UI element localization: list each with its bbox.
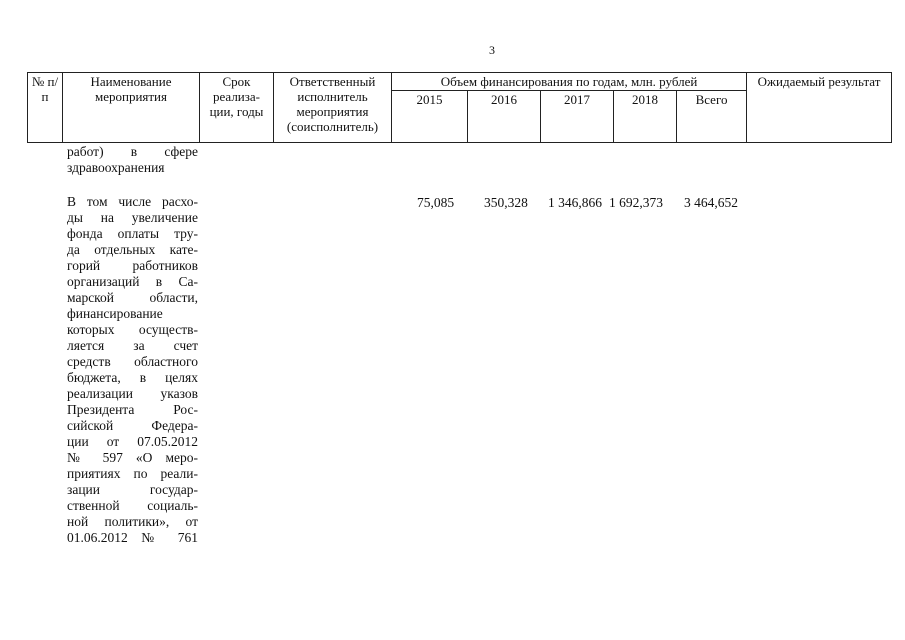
header-result: Ожидаемый результат [747, 73, 892, 143]
header-financing: Объем финансирования по годам, млн. рублей [392, 73, 747, 91]
text-line: ляется за счет [67, 338, 198, 353]
value-2017: 1 346,866 [548, 195, 602, 210]
text-line: ственной социаль- [67, 498, 198, 513]
value-2015: 75,085 [417, 195, 455, 210]
header-num: № п/п [28, 73, 63, 143]
value-2016: 350,328 [484, 195, 528, 210]
text-line: приятиях по реали- [67, 466, 198, 481]
header-name: Наименование мероприятия [63, 73, 200, 143]
page-number: 3 [489, 43, 495, 57]
text-line: Президента Рос- [67, 402, 198, 417]
text-line: 01.06.2012 № 761 [67, 530, 198, 545]
value-2018: 1 692,373 [609, 195, 663, 210]
text-line: горий работников [67, 258, 198, 273]
text-line: ции от 07.05.2012 [67, 434, 198, 449]
header-2017: 2017 [541, 91, 614, 143]
text-line: сийской Федера- [67, 418, 198, 433]
continuation-text [67, 144, 198, 176]
text-line: организаций в Са- [67, 274, 198, 289]
header-2018: 2018 [614, 91, 677, 143]
item-text [67, 194, 198, 546]
text-line: средств областного [67, 354, 198, 369]
text-line: В том числе расхо- [67, 194, 198, 209]
text-line: бюджета, в целях [67, 370, 198, 385]
header-total: Всего [677, 91, 747, 143]
text-line: марской области, [67, 290, 198, 305]
text-line: финансирование [67, 306, 163, 321]
text-line: № 597 «О меро- [67, 450, 198, 465]
header-term: Срок реализа-ции, годы [200, 73, 274, 143]
text-line: реализации указов [67, 386, 198, 401]
text-line: ной политики», от [67, 514, 198, 529]
text-line: ды на увеличение [67, 210, 198, 225]
header-2015: 2015 [392, 91, 468, 143]
value-total: 3 464,652 [684, 195, 738, 210]
financing-table [27, 72, 892, 143]
text-line: зации государ- [67, 482, 198, 497]
text-line: здравоохранения [67, 160, 165, 175]
text-line: работ) в сфере [67, 144, 198, 159]
text-line: фонда оплаты тру- [67, 226, 198, 241]
header-2016: 2016 [468, 91, 541, 143]
header-executor: Ответственный исполнитель мероприятия (соисполнитель) [274, 73, 392, 143]
text-line: да отдельных кате- [67, 242, 198, 257]
text-line: которых осуществ- [67, 322, 198, 337]
